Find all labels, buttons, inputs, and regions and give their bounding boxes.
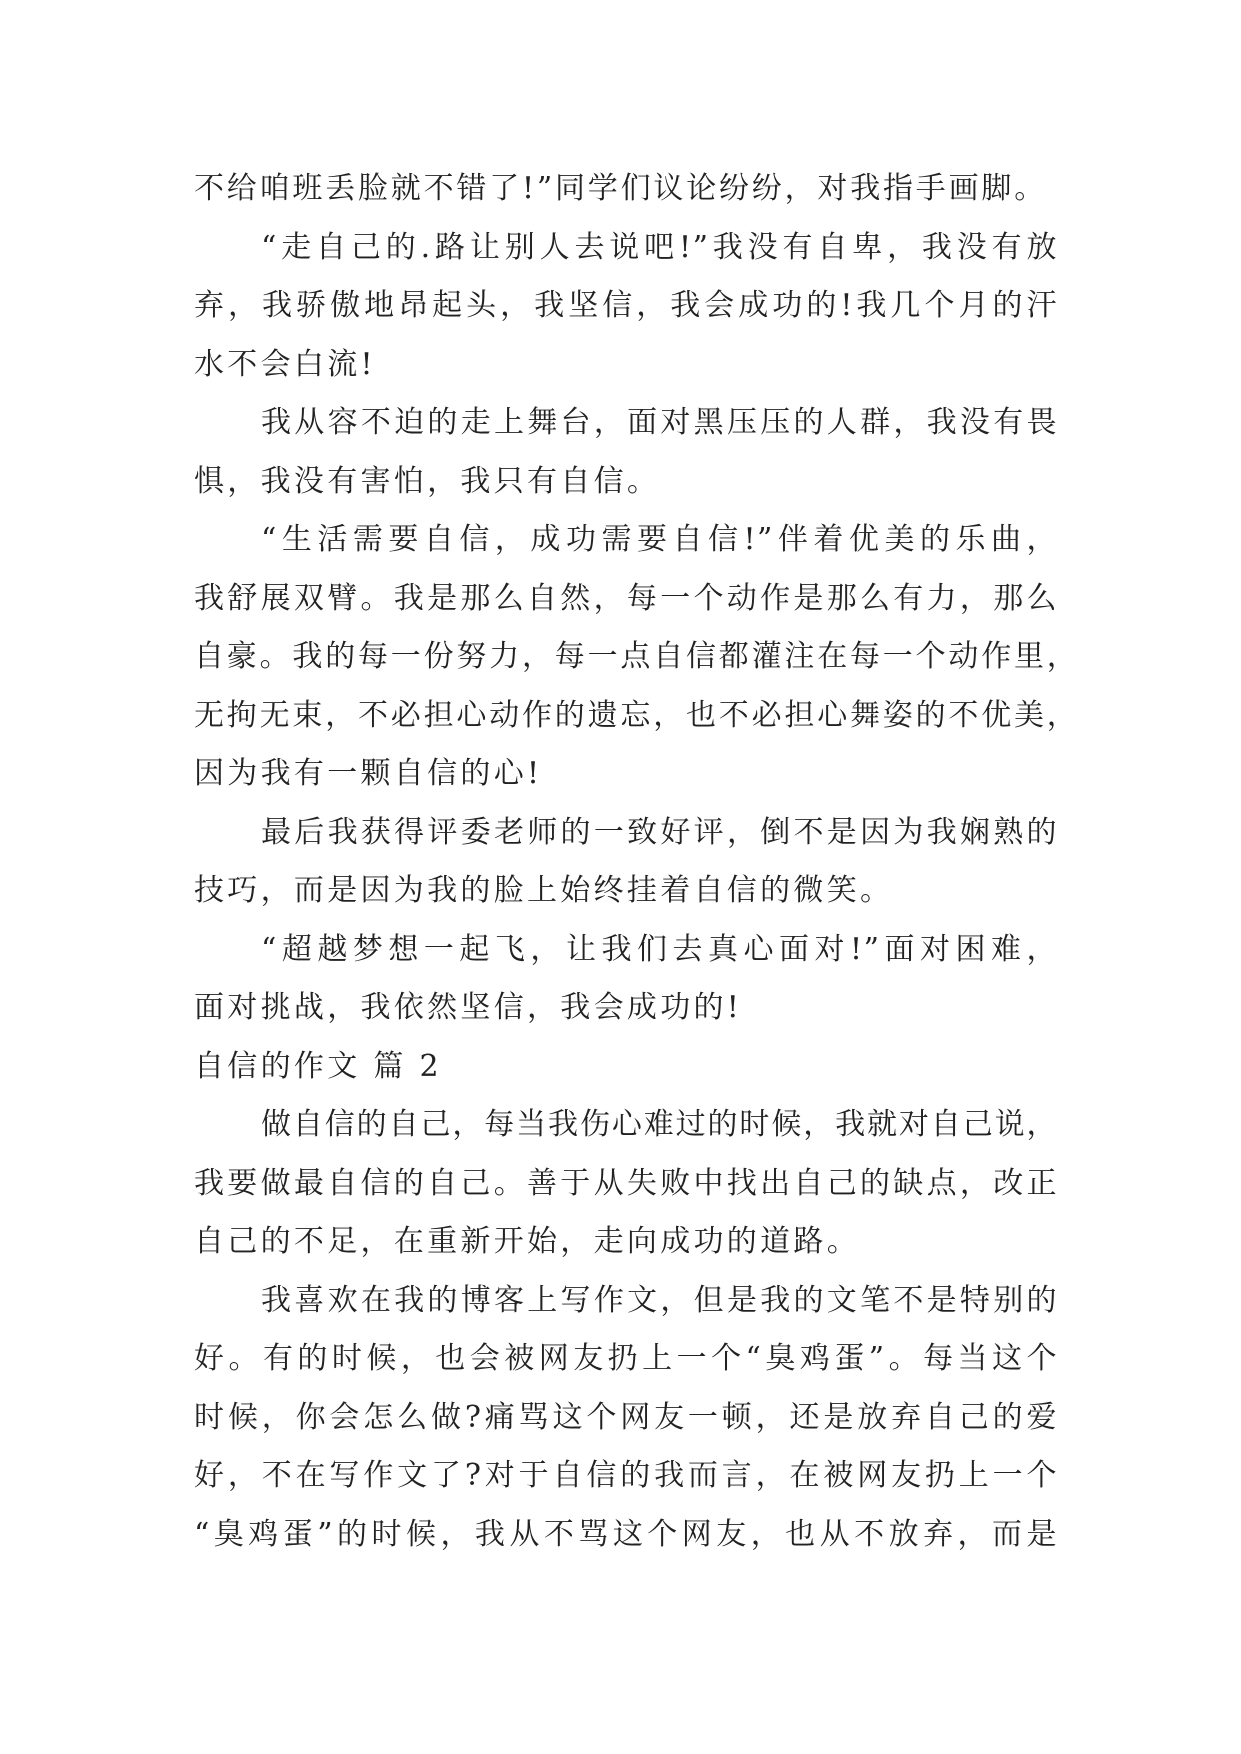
text-line: 我喜欢在我的博客上写作文，但是我的文笔不是特别的 bbox=[261, 1282, 1058, 1318]
text-line: 技巧，而是因为我的脸上始终挂着自信的微笑。 bbox=[194, 873, 894, 908]
text-line: “生活需要自信，成功需要自信!”伴着优美的乐曲， bbox=[261, 522, 1058, 557]
text-line: 水不会白流! bbox=[194, 346, 376, 382]
text-line: 弃，我骄傲地昂起头，我坚信，我会成功的!我几个月的汗 bbox=[194, 288, 1058, 323]
text-line: 好。有的时候，也会被网友扔上一个“臭鸡蛋”。每当这个 bbox=[194, 1341, 1058, 1376]
paragraph bbox=[194, 160, 1058, 219]
paragraph bbox=[194, 804, 1058, 921]
text-line: “超越梦想一起飞，让我们去真心面对!”面对困难， bbox=[261, 931, 1058, 967]
text-line: 时候，你会怎么做?痛骂这个网友一顿，还是放弃自己的爱 bbox=[194, 1399, 1058, 1435]
text-line: “走自己的.路让别人去说吧!”我没有自卑，我没有放 bbox=[261, 229, 1058, 265]
paragraph bbox=[194, 511, 1080, 804]
text-line: 因为我有一颗自信的心! bbox=[194, 756, 543, 791]
paragraph bbox=[194, 219, 1058, 395]
text-line: 做自信的自己，每当我伤心难过的时候，我就对自己说， bbox=[261, 1107, 1058, 1142]
paragraph bbox=[194, 394, 1058, 511]
text-line: 面对挑战，我依然坚信，我会成功的! bbox=[194, 990, 743, 1025]
text-line: 我舒展双臂。我是那么自然，每一个动作是那么有力，那么 bbox=[194, 580, 1058, 616]
text-line: 不给咱班丢脸就不错了!”同学们议论纷纷，对我指手画脚。 bbox=[194, 171, 1047, 206]
text-line: 最后我获得评委老师的一致好评，倒不是因为我娴熟的 bbox=[261, 814, 1058, 850]
text-line: 自豪。我的每一份努力，每一点自信都灌注在每一个动作里， bbox=[194, 639, 1080, 674]
document-body bbox=[194, 160, 1080, 1564]
paragraph bbox=[194, 1096, 1058, 1272]
text-line: “臭鸡蛋”的时候，我从不骂这个网友，也从不放弃，而是 bbox=[194, 1516, 1058, 1552]
section-heading: 自信的作文 篇 2 bbox=[194, 1048, 442, 1084]
text-line: 好，不在写作文了?对于自信的我而言，在被网友扔上一个 bbox=[194, 1458, 1058, 1493]
paragraph bbox=[194, 1272, 1058, 1565]
text-line: 我要做最自信的自己。善于从失败中找出自己的缺点，改正 bbox=[194, 1165, 1058, 1201]
text-line: 惧，我没有害怕，我只有自信。 bbox=[194, 463, 661, 499]
text-line: 自己的不足，在重新开始，走向成功的道路。 bbox=[194, 1224, 860, 1259]
text-line: 无拘无束，不必担心动作的遗忘，也不必担心舞姿的不优美， bbox=[194, 697, 1080, 733]
paragraph bbox=[194, 921, 1058, 1038]
text-line: 我从容不迫的走上舞台，面对黑压压的人群，我没有畏 bbox=[261, 405, 1058, 440]
